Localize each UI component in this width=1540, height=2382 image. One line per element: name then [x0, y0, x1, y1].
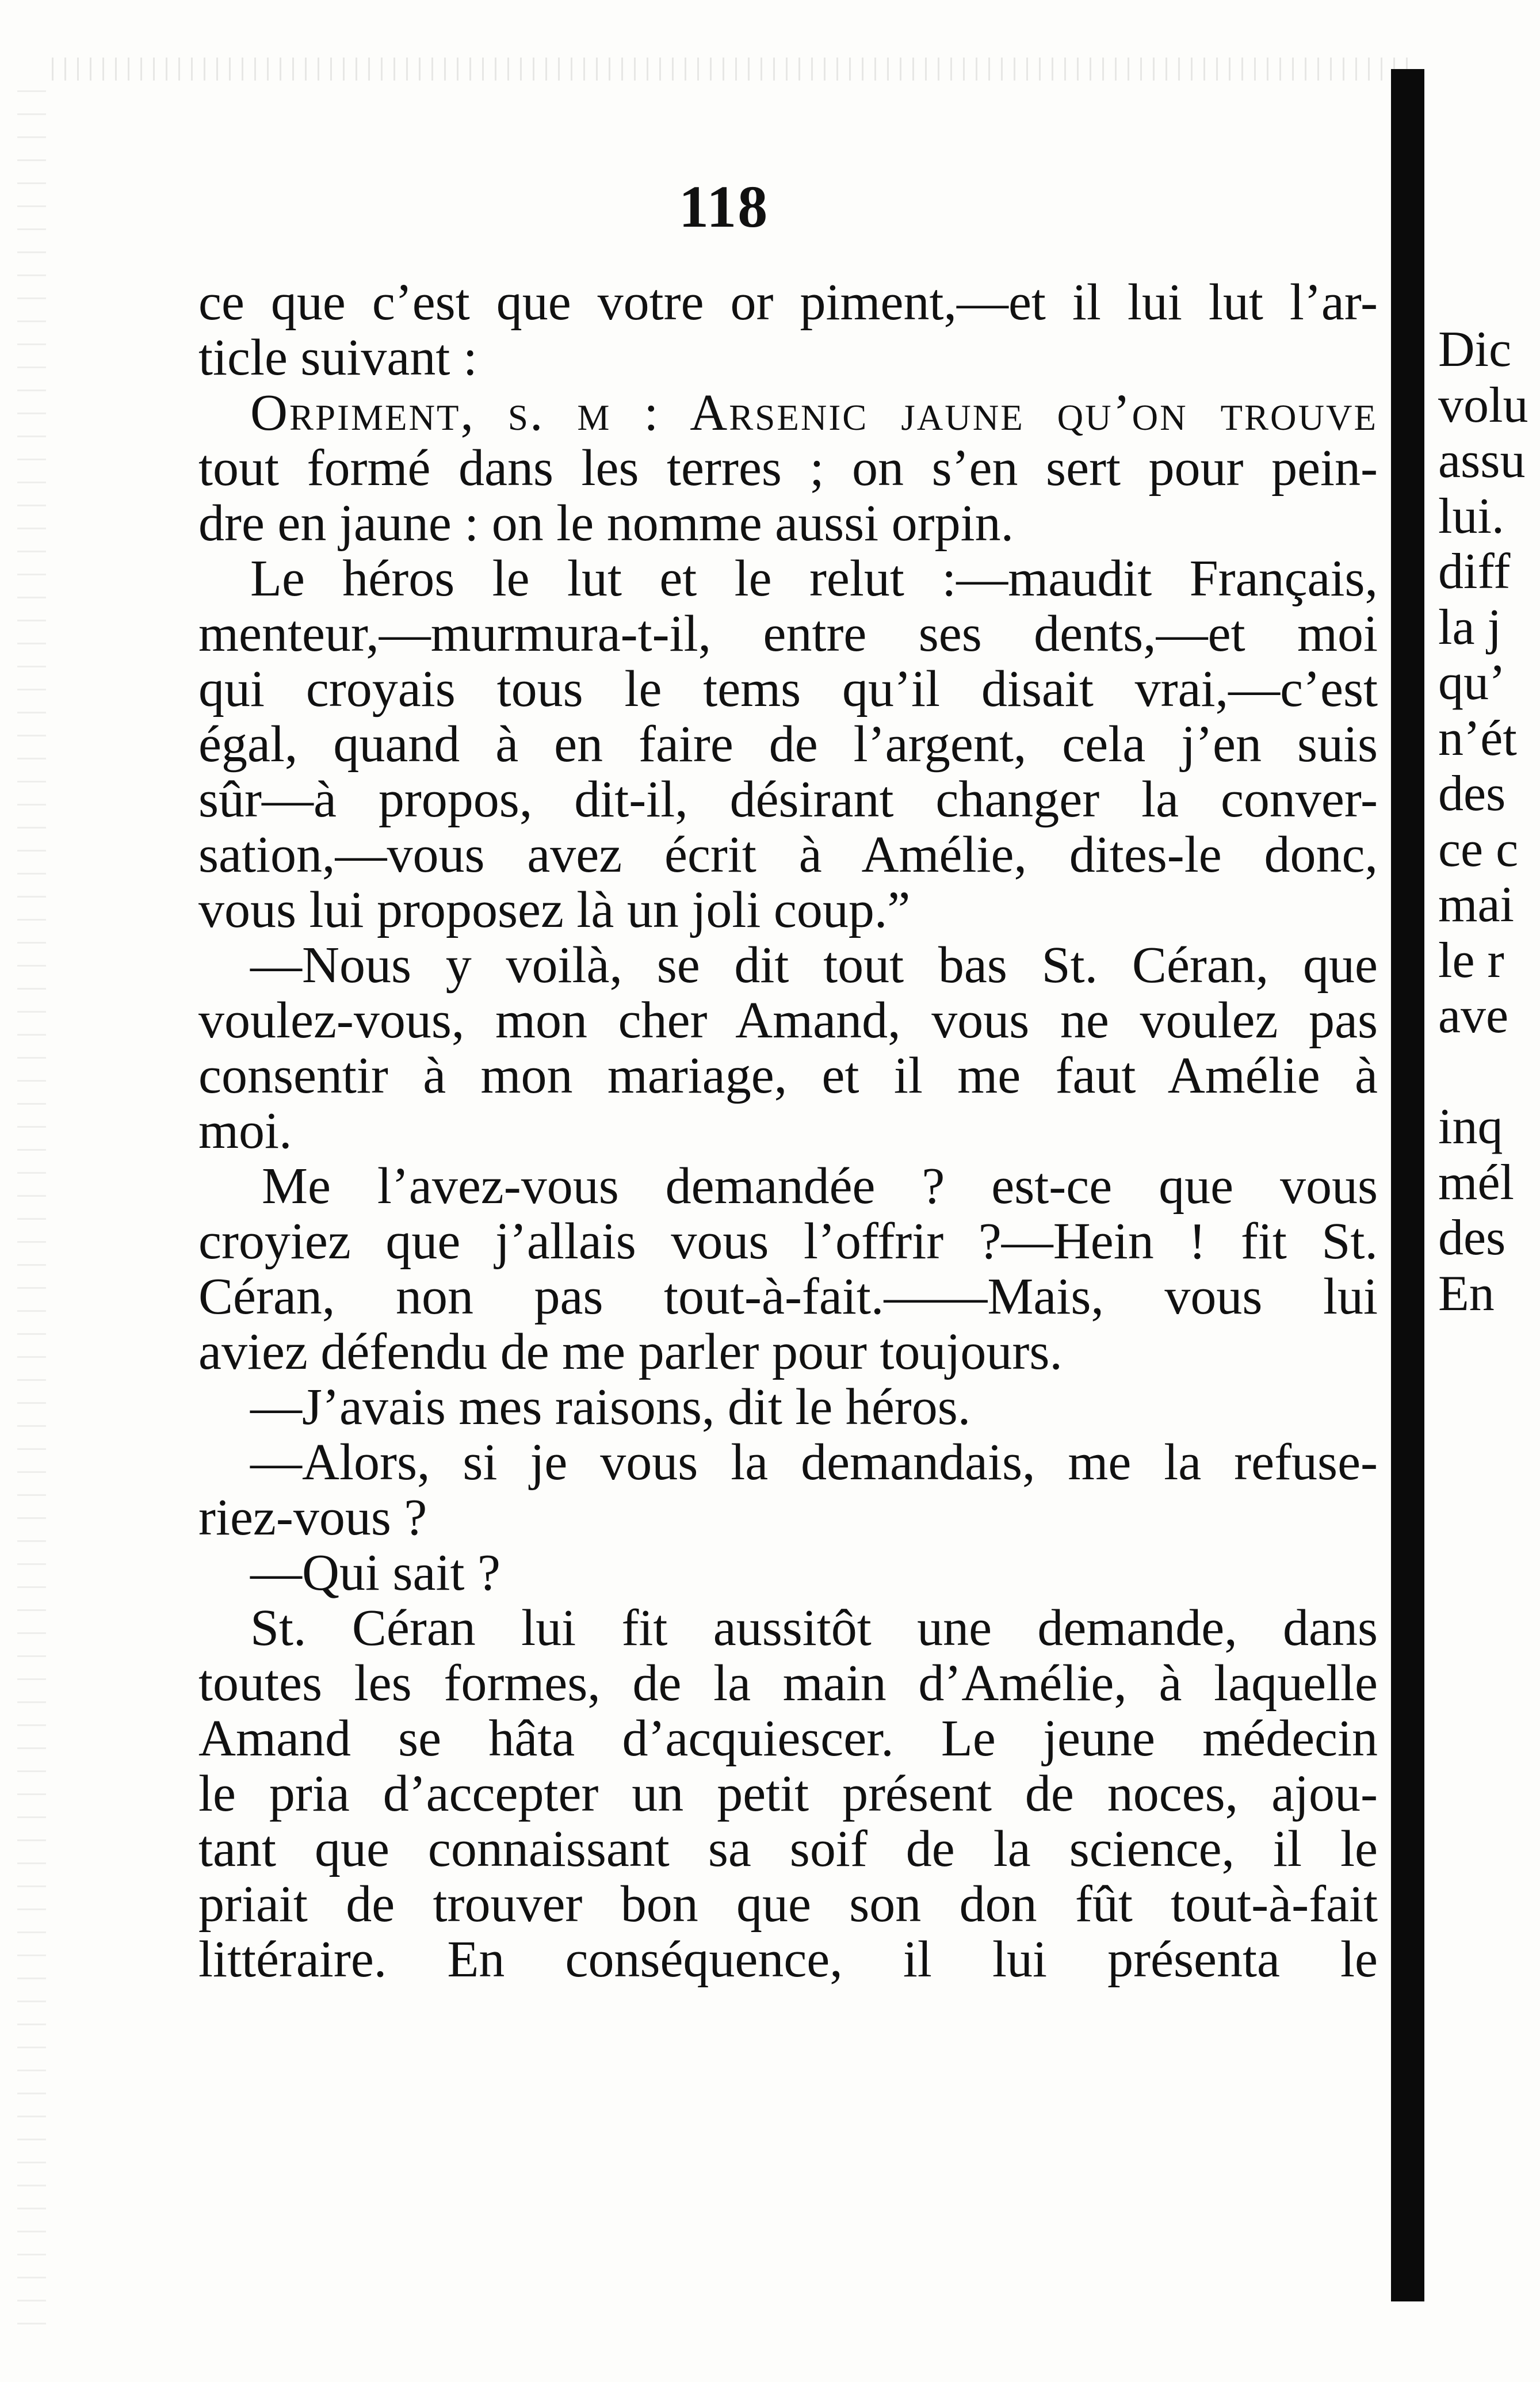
- page-number: 118: [679, 174, 769, 240]
- scan-noise-left: [17, 81, 46, 2324]
- text-line: le pria d’accepter un petit présent de noces, ajou-: [198, 1765, 1378, 1822]
- fragment-line: volu: [1438, 377, 1528, 433]
- text-line: consentir à mon mariage, et il me faut Amélie à: [198, 1047, 1378, 1104]
- text-line: —Qui sait ?: [250, 1544, 500, 1601]
- fragment-line: lui.: [1438, 488, 1504, 544]
- text-line: Le héros le lut et le relut :—maudit Français,: [250, 550, 1378, 607]
- fragment-line: En: [1438, 1265, 1495, 1322]
- fragment-line: Dic: [1438, 322, 1512, 377]
- fragment-line: mél: [1438, 1154, 1514, 1211]
- fragment-line: des: [1438, 1210, 1506, 1266]
- fragment-line: diff: [1438, 544, 1511, 600]
- fragment-line: inq: [1438, 1099, 1503, 1155]
- facing-page-fragment: [1438, 322, 1540, 1322]
- text-line: moi.: [198, 1102, 292, 1159]
- text-line: croyiez que j’allais vous l’offrir ?—Hein ! fit St.: [198, 1213, 1378, 1270]
- text-line: —Nous y voilà, se dit tout bas St. Céran, que: [250, 937, 1378, 994]
- text-line: priait de trouver bon que son don fût tout-à-fait: [198, 1876, 1378, 1933]
- text-line: —J’avais mes raisons, dit le héros.: [250, 1379, 971, 1436]
- text-line: ce que c’est que votre or piment,—et il lui lut l’ar-: [198, 274, 1378, 331]
- text-line: St. Céran lui fit aussitôt une demande, dans: [250, 1600, 1378, 1656]
- text-line: tout formé dans les terres ; on s’en sert pour pein-: [198, 440, 1378, 497]
- text-line: toutes les formes, de la main d’Amélie, à laquelle: [198, 1655, 1378, 1712]
- text-line: sation,—vous avez écrit à Amélie, dites-le donc,: [198, 826, 1378, 883]
- fragment-line: n’ét: [1438, 710, 1517, 766]
- fragment-line: qu’: [1438, 655, 1506, 711]
- text-line: voulez-vous, mon cher Amand, vous ne voulez pas: [198, 992, 1378, 1049]
- main-text-column: [198, 275, 1378, 1987]
- fragment-line: mai: [1438, 877, 1514, 933]
- text-line: riez-vous ?: [198, 1489, 427, 1546]
- text-line: —Alors, si je vous la demandais, me la refuse-: [250, 1434, 1378, 1491]
- scan-noise-top: [52, 58, 1409, 81]
- fragment-line: [1438, 1044, 1540, 1100]
- text-line: égal, quand à en faire de l’argent, cela j’en suis: [198, 716, 1378, 773]
- fragment-line: le r: [1438, 932, 1504, 988]
- text-line: aviez défendu de me parler pour toujours.: [198, 1323, 1063, 1380]
- text-line: littéraire. En conséquence, il lui présenta le: [198, 1931, 1378, 1988]
- text-line: qui croyais tous le tems qu’il disait vrai,—c’est: [198, 661, 1378, 717]
- text-line: Me l’avez-vous demandée ? est-ce que vous: [262, 1158, 1378, 1215]
- text-line: Céran, non pas tout-à-fait.——Mais, vous lui: [198, 1268, 1378, 1325]
- text-line: ticle suivant :: [198, 329, 477, 386]
- text-line: menteur,—murmura-t-il, entre ses dents,—et moi: [198, 605, 1378, 662]
- text-line: Orpiment, s. m : Arsenic jaune qu’on trouve: [250, 384, 1378, 441]
- text-line: dre en jaune : on le nomme aussi orpin.: [198, 495, 1014, 552]
- page-gutter-divider: [1391, 69, 1424, 2301]
- fragment-line: assu: [1438, 433, 1526, 488]
- text-line: Amand se hâta d’acquiescer. Le jeune médecin: [198, 1710, 1378, 1767]
- fragment-line: ave: [1438, 988, 1509, 1044]
- text-line: vous lui proposez là un joli coup.”: [198, 881, 911, 938]
- fragment-line: la j: [1438, 599, 1501, 655]
- text-line: sûr—à propos, dit-il, désirant changer la conver-: [198, 771, 1378, 828]
- fragment-line: des: [1438, 766, 1506, 822]
- fragment-line: ce c: [1438, 821, 1519, 877]
- text-line: tant que connaissant sa soif de la science, il le: [198, 1820, 1378, 1877]
